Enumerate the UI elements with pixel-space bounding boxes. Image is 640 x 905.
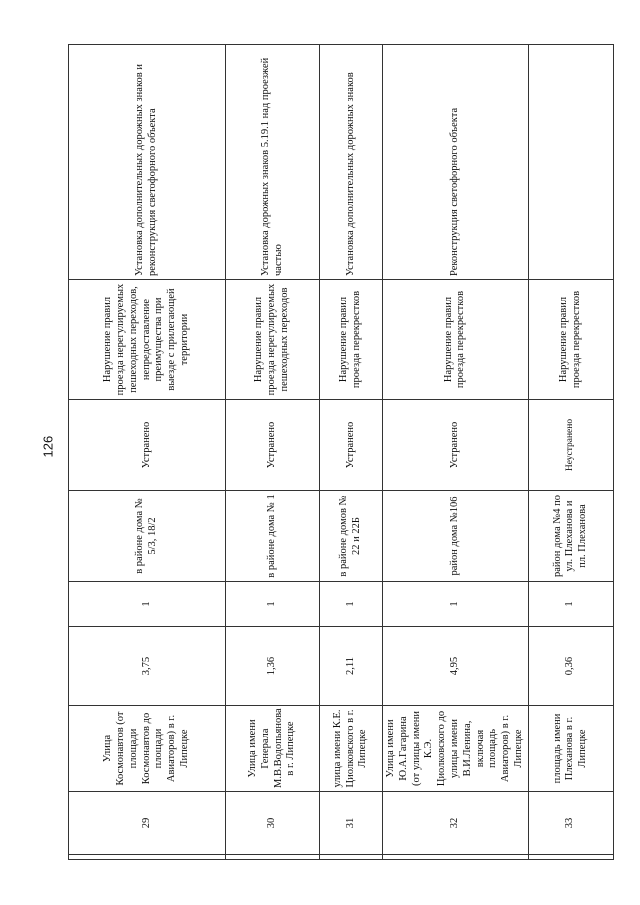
- spacer-cell: [320, 855, 383, 860]
- length-km: 2,11: [320, 627, 383, 706]
- location: в районе домов № 22 и 22Б: [320, 491, 383, 582]
- violation-type: Нарушение правил проезда нерегулируемых пешеходных переходов, непредоставление преимущества при выезде с прилегающей территории: [69, 280, 226, 400]
- row-number: 30: [226, 792, 320, 855]
- measures: Установка дорожных знаков 5.19.1 над проезжей частью: [226, 45, 320, 280]
- count: 1: [528, 582, 613, 627]
- count: 1: [383, 582, 529, 627]
- status: Устранено: [383, 400, 529, 491]
- location: в районе дома № 5/3, 18/2: [69, 491, 226, 582]
- table-row: [226, 45, 320, 860]
- measures: Реконструкция светофорного объекта: [383, 45, 529, 280]
- measures: Установка дополнительных дорожных знаков и реконструкция светофорного объекта: [69, 45, 226, 280]
- length-km: 1,36: [226, 627, 320, 706]
- status: Устранено: [226, 400, 320, 491]
- street-name: Улица имени Ю.А.Гагарина (от улицы имени К.Э. Циолковского до улицы имени В.И.Ленина, включая площадь Авиаторов) в г. Липецке: [383, 706, 529, 792]
- spacer-cell: [226, 855, 320, 860]
- location: район дома №4 по ул. Плеханова и пл. Плеханова: [528, 491, 613, 582]
- table-row: [383, 45, 529, 860]
- measures: Установка дополнительных дорожных знаков: [320, 45, 383, 280]
- length-km: 4,95: [383, 627, 529, 706]
- location: в районе дома № 1: [226, 491, 320, 582]
- row-number: 32: [383, 792, 529, 855]
- violations-table-rotated: [68, 45, 600, 860]
- violation-type: Нарушение правил проезда нерегулируемых пешеходных переходов: [226, 280, 320, 400]
- spacer-cell: [383, 855, 529, 860]
- street-name: площадь имени Плеханова в г. Липецке: [528, 706, 613, 792]
- street-name: Улица имени Генерала М.В.Водопьянова в г. Липецке: [226, 706, 320, 792]
- count: 1: [69, 582, 226, 627]
- street-name: улица имени К.Е. Циолковского в г. Липецке: [320, 706, 383, 792]
- table-row: [528, 45, 613, 860]
- length-km: 0,36: [528, 627, 613, 706]
- spacer-cell: [528, 855, 613, 860]
- length-km: 3,75: [69, 627, 226, 706]
- page-number: 126: [40, 435, 56, 458]
- street-name: Улица Космонавтов (от площади Космонавтов до площади Авиаторов) в г. Липецке: [69, 706, 226, 792]
- table-row: [69, 45, 226, 860]
- violation-type: Нарушение правил проезда перекрестков: [528, 280, 613, 400]
- status: Неустранено: [528, 400, 613, 491]
- violations-table: [68, 44, 614, 860]
- measures: [528, 45, 613, 280]
- row-number: 29: [69, 792, 226, 855]
- table-row: [320, 45, 383, 860]
- status: Устранено: [320, 400, 383, 491]
- violation-type: Нарушение правил проезда перекрестков: [320, 280, 383, 400]
- location: район дома №106: [383, 491, 529, 582]
- count: 1: [320, 582, 383, 627]
- status: Устранено: [69, 400, 226, 491]
- row-number: 33: [528, 792, 613, 855]
- row-number: 31: [320, 792, 383, 855]
- count: 1: [226, 582, 320, 627]
- violation-type: Нарушение правил проезда перекрестков: [383, 280, 529, 400]
- spacer-cell: [69, 855, 226, 860]
